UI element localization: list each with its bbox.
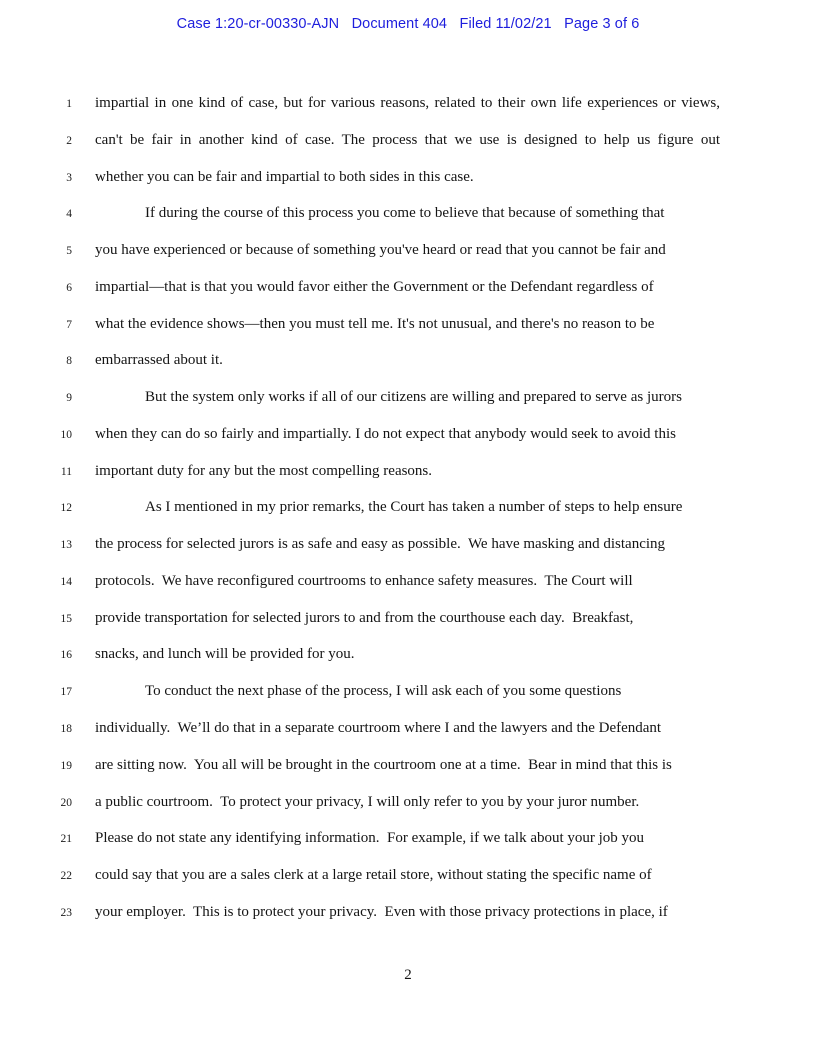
line-text: embarrassed about it. xyxy=(95,352,223,369)
line-text: are sitting now. You all will be brought in the courtroom one at a time. Bear in mind that this is xyxy=(95,756,672,773)
line-number: 22 xyxy=(60,870,72,883)
line-number: 6 xyxy=(66,281,72,294)
line-number: 1 xyxy=(66,98,72,110)
line-text: a public courtroom. To protect your privacy, I will only refer to you by your juror number. xyxy=(95,793,640,810)
transcript-line xyxy=(0,673,816,710)
transcript-line xyxy=(0,747,816,784)
line-text: what the evidence shows—then you must tell me. It's not unusual, and there's no reason to be xyxy=(95,315,655,332)
line-text: snacks, and lunch will be provided for you. xyxy=(95,646,355,663)
line-text: when they can do so fairly and impartially. I do not expect that anybody would seek to avoid this xyxy=(95,425,676,442)
transcript-line xyxy=(0,526,816,563)
line-number: 12 xyxy=(60,502,72,515)
transcript-line xyxy=(0,195,816,232)
line-text: you have experienced or because of something you've heard or read that you cannot be fair and xyxy=(95,242,666,259)
transcript-line xyxy=(0,563,816,600)
transcript-line xyxy=(0,784,816,821)
line-number: 13 xyxy=(60,539,72,552)
transcript-line xyxy=(0,159,816,196)
line-text: Please do not state any identifying information. For example, if we talk about your job you xyxy=(95,830,645,847)
line-text: To conduct the next phase of the process, I will ask each of you some questions xyxy=(145,683,622,700)
line-text: But the system only works if all of our citizens are willing and prepared to serve as jurors xyxy=(145,389,682,406)
line-number: 16 xyxy=(60,649,72,662)
transcript-line xyxy=(0,269,816,306)
line-text: provide transportation for selected jurors to and from the courthouse each day. Breakfast, xyxy=(95,609,634,626)
case-caption-header: Case 1:20-cr-00330-AJN Document 404 Filed 11/02/21 Page 3 of 6 xyxy=(176,16,640,32)
transcript-line xyxy=(0,857,816,894)
line-text: individually. We’ll do that in a separate courtroom where I and the lawyers and the Defendant xyxy=(95,720,662,737)
line-text: impartial—that is that you would favor either the Government or the Defendant regardless of xyxy=(95,278,654,295)
line-text: If during the course of this process you come to believe that because of something that xyxy=(145,205,665,222)
line-number: 20 xyxy=(60,796,72,809)
transcript-line xyxy=(0,489,816,526)
line-text: impartial in one kind of case, but for various reasons, related to their own life experiences or views, xyxy=(95,95,720,111)
line-number: 8 xyxy=(66,355,72,368)
line-number: 14 xyxy=(60,575,72,588)
line-text: could say that you are a sales clerk at a large retail store, without stating the specific name of xyxy=(95,867,652,884)
transcript-line xyxy=(0,342,816,379)
transcript-body xyxy=(0,85,816,931)
transcript-line xyxy=(0,306,816,343)
transcript-line xyxy=(0,232,816,269)
line-text: your employer. This is to protect your privacy. Even with those privacy protections in place, if xyxy=(95,903,668,920)
line-text: protocols. We have reconfigured courtrooms to enhance safety measures. The Court will xyxy=(95,572,633,589)
line-number: 17 xyxy=(60,686,72,699)
line-text: whether you can be fair and impartial to both sides in this case. xyxy=(95,168,474,185)
line-number: 11 xyxy=(60,465,72,478)
transcript-line xyxy=(0,820,816,857)
line-text: important duty for any but the most compelling reasons. xyxy=(95,462,433,479)
line-number: 2 xyxy=(66,134,72,147)
line-number: 19 xyxy=(60,759,72,772)
transcript-line xyxy=(0,85,816,122)
line-number: 10 xyxy=(60,428,72,441)
line-number: 15 xyxy=(60,612,72,625)
line-text: the process for selected jurors is as safe and easy as possible. We have masking and distancing xyxy=(95,536,666,553)
transcript-line xyxy=(0,416,816,453)
line-number: 18 xyxy=(60,723,72,736)
line-text: can't be fair in another kind of case. The process that we use is designed to help us figure out xyxy=(95,131,720,148)
transcript-line xyxy=(0,636,816,673)
line-number: 3 xyxy=(66,171,72,184)
line-number: 9 xyxy=(66,392,72,405)
transcript-line xyxy=(0,600,816,637)
transcript-line xyxy=(0,453,816,490)
transcript-line xyxy=(0,894,816,931)
page-number: 2 xyxy=(404,967,412,983)
line-number: 7 xyxy=(66,318,72,331)
line-number: 4 xyxy=(66,208,72,221)
line-number: 21 xyxy=(60,833,72,846)
transcript-line xyxy=(0,710,816,747)
line-number: 23 xyxy=(60,906,72,919)
line-number: 5 xyxy=(66,245,72,258)
transcript-line xyxy=(0,122,816,159)
transcript-line xyxy=(0,379,816,416)
line-text: As I mentioned in my prior remarks, the Court has taken a number of steps to help ensure xyxy=(145,499,683,516)
